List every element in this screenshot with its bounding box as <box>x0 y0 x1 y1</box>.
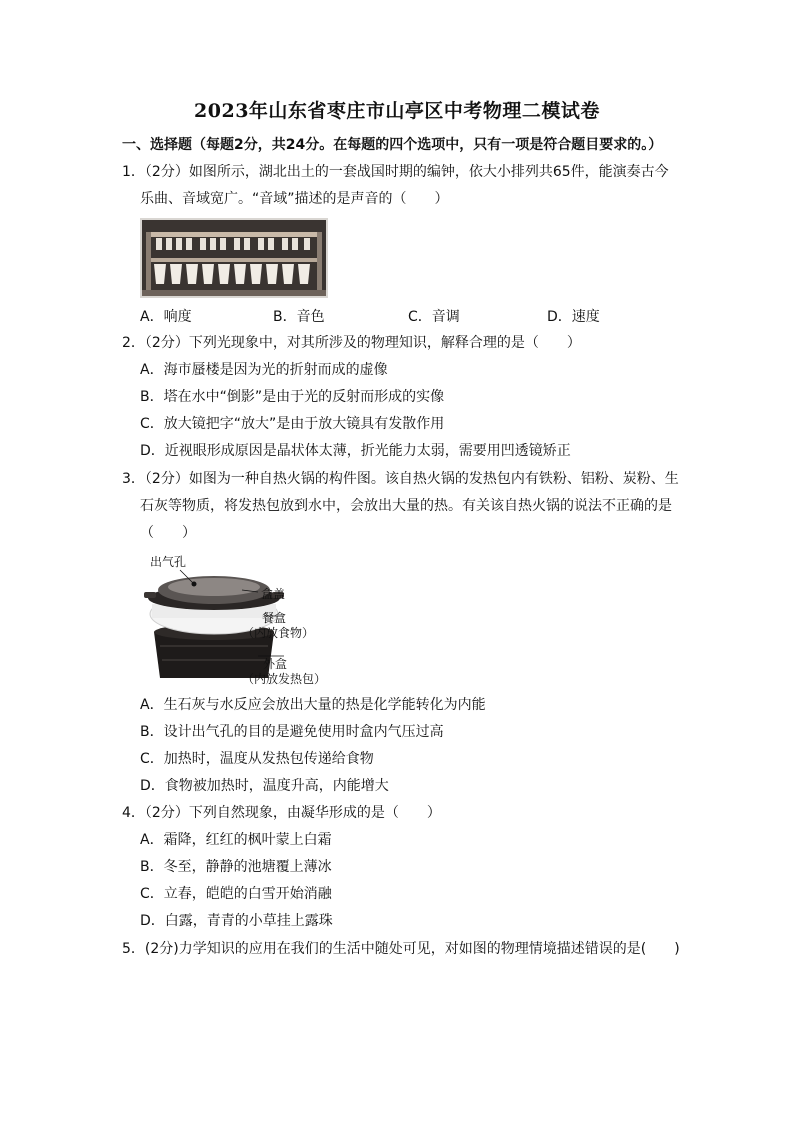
q1-option-d: D．速度 <box>547 309 600 325</box>
label-food-box: 餐盒 <box>262 611 287 625</box>
label-lid: 盒盖 <box>261 587 286 601</box>
q3-stem-line3: （ ） <box>140 525 196 541</box>
q3-option-d: D．食物被加热时，温度升高，内能增大 <box>140 778 389 794</box>
q1-option-a: A．响度 <box>140 309 192 325</box>
q5-stem: 5．(2分)力学知识的应用在我们的生活中随处可见，对如图的物理情境描述错误的是( ) <box>122 941 680 957</box>
q2-option-a: A．海市蜃楼是因为光的折射而成的虚像 <box>140 362 388 378</box>
q3-option-b: B．设计出气孔的目的是避免使用时盒内气压过高 <box>140 724 444 740</box>
self-heating-hotpot-diagram <box>138 550 328 690</box>
q3-stem-line2: 石灰等物质，将发热包放到水中，会放出大量的热。有关该自热火锅的说法不正确的是 <box>140 498 672 514</box>
q2-option-b: B．塔在水中“倒影”是由于光的反射而形成的实像 <box>140 389 445 405</box>
page-title: 2023年山东省枣庄市山亭区中考物理二模试卷 <box>194 100 600 122</box>
q2-stem: 2．（2分）下列光现象中，对其所涉及的物理知识，解释合理的是（ ） <box>122 335 581 351</box>
q1-option-b: B．音色 <box>273 309 325 325</box>
q4-stem: 4．（2分）下列自然现象，由凝华形成的是（ ） <box>122 805 441 821</box>
q1-stem-line2: 乐曲、音域宽广。“音域”描述的是声音的（ ） <box>140 191 449 207</box>
q1-option-c: C．音调 <box>408 309 460 325</box>
q2-option-d: D．近视眼形成原因是晶状体太薄，折光能力太弱，需要用凹透镜矫正 <box>140 443 571 459</box>
label-outer-box: 外盒 <box>263 657 288 671</box>
q2-option-c: C．放大镜把字“放大”是由于放大镜具有发散作用 <box>140 416 445 432</box>
label-outer-box-note: （内放发热包） <box>242 672 327 686</box>
q3-option-a: A．生石灰与水反应会放出大量的热是化学能转化为内能 <box>140 697 486 713</box>
q3-option-c: C．加热时，温度从发热包传递给食物 <box>140 751 374 767</box>
q4-option-a: A．霜降，红红的枫叶蒙上白霜 <box>140 832 332 848</box>
q3-stem-line1: 3．（2分）如图为一种自热火锅的构件图。该自热火锅的发热包内有铁粉、铝粉、炭粉、生 <box>122 471 679 487</box>
bianzhong-bells-image <box>140 218 328 298</box>
section-heading: 一、选择题（每题2分，共24分。在每题的四个选项中，只有一项是符合题目要求的。） <box>122 137 663 153</box>
label-vent: 出气孔 <box>150 555 187 569</box>
q4-option-c: C．立春，皑皑的白雪开始消融 <box>140 886 332 902</box>
q1-stem-line1: 1．（2分）如图所示，湖北出土的一套战国时期的编钟，依大小排列共65件，能演奏古今 <box>122 164 669 180</box>
q4-option-b: B．冬至，静静的池塘覆上薄冰 <box>140 859 332 875</box>
label-food-box-note: （内放食物） <box>242 626 315 640</box>
q4-option-d: D．白露，青青的小草挂上露珠 <box>140 913 333 929</box>
